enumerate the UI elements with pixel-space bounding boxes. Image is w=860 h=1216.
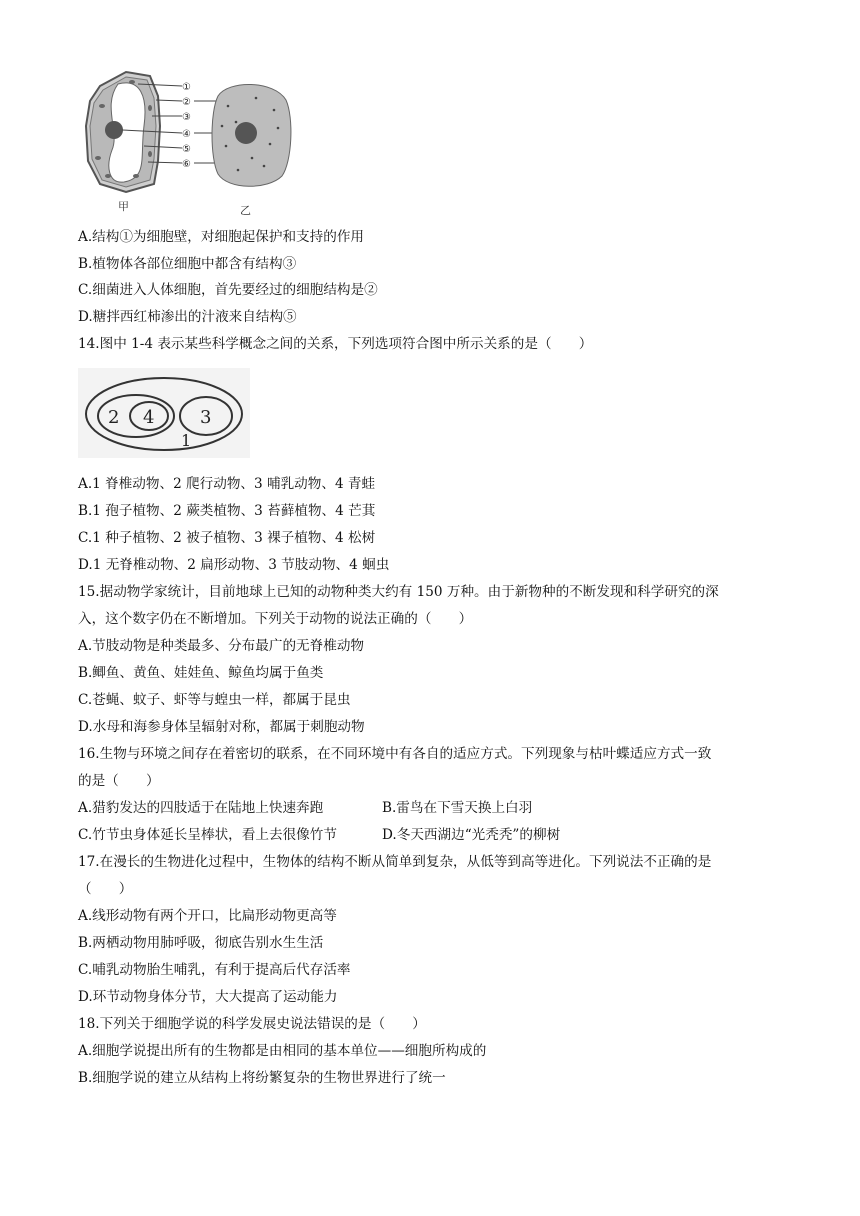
set-label-2: 2 xyxy=(108,407,120,428)
caption-jia: 甲 xyxy=(118,200,129,213)
q18-stem: 18.下列关于细胞学说的科学发展史说法错误的是（ ） xyxy=(78,1016,426,1032)
q17-stem-line1: 17.在漫长的生物进化过程中，生物体的结构不断从简单到复杂，从低等到高等进化。下列说法不正确的是 xyxy=(78,854,712,870)
q13-option-d: D.糖拌西红柿渗出的汁液来自结构⑤ xyxy=(78,309,297,325)
q14-option-a: A.1 脊椎动物、2 爬行动物、3 哺乳动物、4 青蛙 xyxy=(78,476,376,492)
q17-option-c: C.哺乳动物胎生哺乳，有利于提高后代存活率 xyxy=(78,962,351,978)
q13-option-c: C.细菌进入人体细胞，首先要经过的细胞结构是② xyxy=(78,282,378,298)
label-5: ⑤ xyxy=(182,144,191,155)
q14-stem: 14.图中 1-4 表示某些科学概念之间的关系，下列选项符合图中所示关系的是（ ） xyxy=(78,336,593,352)
q14-option-d: D.1 无脊椎动物、2 扁形动物、3 节肢动物、4 蛔虫 xyxy=(78,557,390,573)
q14-option-b: B.1 孢子植物、2 蕨类植物、3 苔藓植物、4 芒萁 xyxy=(78,503,376,519)
q15-option-d: D.水母和海参身体呈辐射对称，都属于刺胞动物 xyxy=(78,719,365,735)
label-6: ⑥ xyxy=(182,159,191,170)
q15-stem-line2: 入，这个数字仍在不断增加。下列关于动物的说法正确的（ ） xyxy=(78,611,473,627)
q17-option-a: A.线形动物有两个开口，比扁形动物更高等 xyxy=(78,908,337,924)
q13-option-a: A.结构①为细胞壁，对细胞起保护和支持的作用 xyxy=(78,229,365,245)
label-2: ② xyxy=(182,97,191,108)
q15-option-c: C.苍蝇、蚊子、虾等与蝗虫一样，都属于昆虫 xyxy=(78,692,351,708)
q16-stem-line1: 16.生物与环境之间存在着密切的联系，在不同环境中有各自的适应方式。下列现象与枯叶蝶适应方式一致 xyxy=(78,746,712,762)
q15-option-a: A.节肢动物是种类最多、分布最广的无脊椎动物 xyxy=(78,638,365,654)
label-1: ① xyxy=(182,82,191,93)
q16-option-a: A.猎豹发达的四肢适于在陆地上快速奔跑 xyxy=(78,800,324,816)
q16-stem-line2: 的是（ ） xyxy=(78,773,160,789)
caption-yi: 乙 xyxy=(240,204,251,216)
set-label-1: 1 xyxy=(181,431,192,450)
q15-option-b: B.鲫鱼、黄鱼、娃娃鱼、鲸鱼均属于鱼类 xyxy=(78,665,324,681)
animal-nucleus xyxy=(235,122,257,144)
label-4: ④ xyxy=(182,129,191,140)
q18-option-b: B.细胞学说的建立从结构上将纷繁复杂的生物世界进行了统一 xyxy=(78,1070,446,1086)
q15-stem-line1: 15.据动物学家统计，目前地球上已知的动物种类大约有 150 万种。由于新物种的不断发现和科学研究的深 xyxy=(78,584,719,600)
q16-option-b: B.雷鸟在下雪天换上白羽 xyxy=(382,800,533,816)
cell-diagram-figure xyxy=(78,66,293,216)
plant-nucleus xyxy=(105,121,123,139)
q16-option-d: D.冬天西湖边“光秃秃”的柳树 xyxy=(382,827,561,843)
set-label-3: 3 xyxy=(200,407,212,428)
set-label-4: 4 xyxy=(143,407,155,428)
q13-option-b: B.植物体各部位细胞中都含有结构③ xyxy=(78,256,297,272)
label-3: ③ xyxy=(182,112,191,123)
q18-option-a: A.细胞学说提出所有的生物都是由相同的基本单位——细胞所构成的 xyxy=(78,1043,487,1059)
q17-option-b: B.两栖动物用肺呼吸，彻底告别水生生活 xyxy=(78,935,324,951)
q17-stem-line2: （ ） xyxy=(78,881,133,897)
q16-option-c: C.竹节虫身体延长呈棒状，看上去很像竹节 xyxy=(78,827,337,843)
q14-option-c: C.1 种子植物、2 被子植物、3 裸子植物、4 松树 xyxy=(78,530,376,546)
q17-option-d: D.环节动物身体分节，大大提高了运动能力 xyxy=(78,989,338,1005)
concept-set-diagram xyxy=(78,368,250,458)
